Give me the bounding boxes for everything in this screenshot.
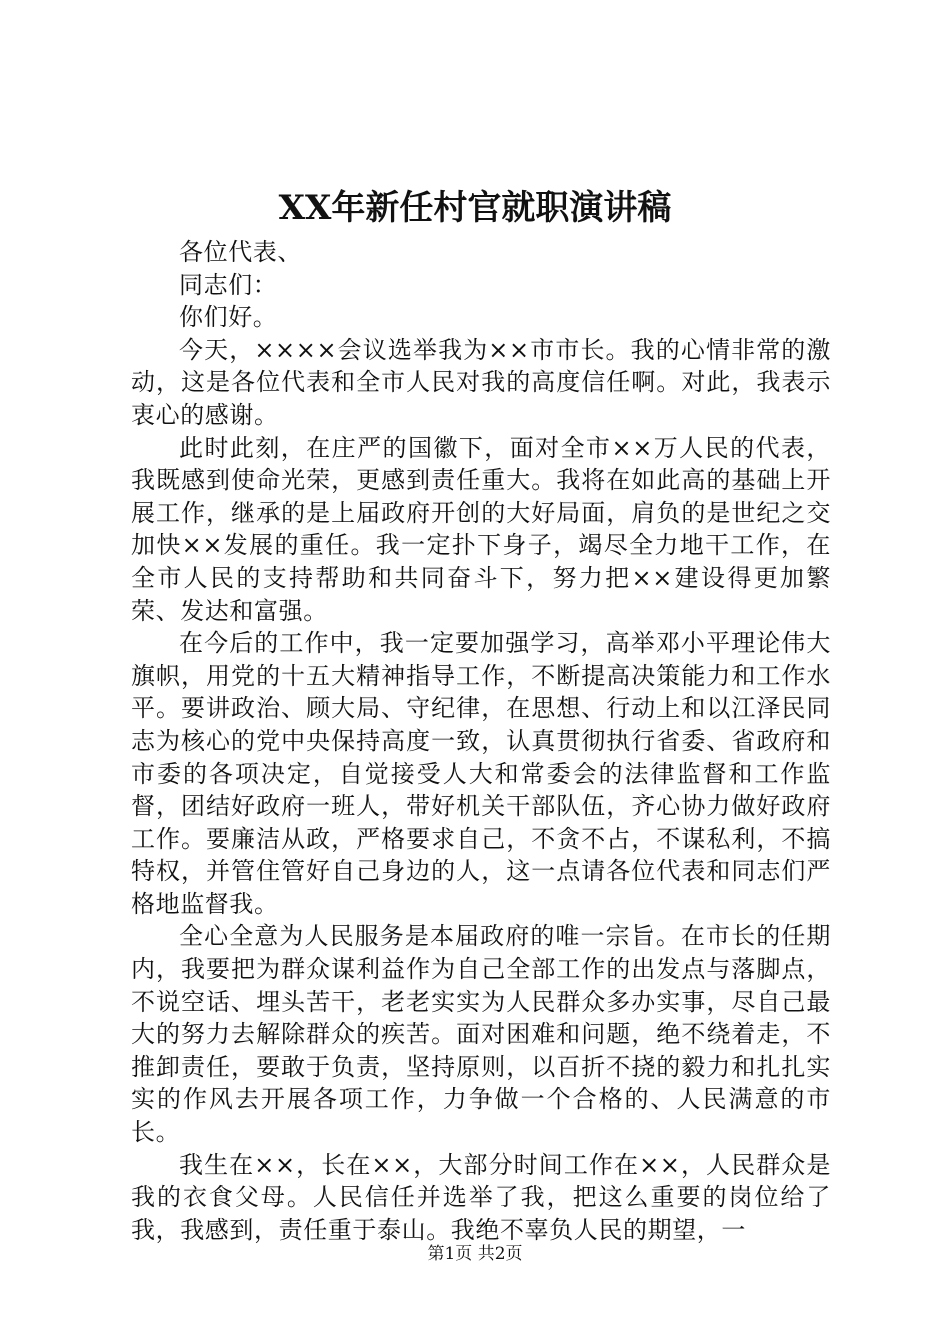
page-number-footer: 第1页 共2页 [427,1244,523,1264]
body-paragraph: 今天，××××会议选举我为××市市长。我的心情非常的激动，这是各位代表和全市人民对我的高度信任啊。对此，我表示衷心的感谢。 [131,335,831,429]
document-body [131,236,831,1246]
body-paragraph: 此时此刻，在庄严的国徽下，面对全市××万人民的代表，我既感到使命光荣，更感到责任重大。我将在如此高的基础上开展工作，继承的是上届政府开创的大好局面，肩负的是世纪之交加快××发展的重任。我一定扑下身子，竭尽全力地干工作，在全市人民的支持帮助和共同奋斗下，努力把××建设得更加繁荣、发达和富强。 [131,433,831,625]
greeting-line: 你们好。 [179,303,278,332]
salutation-line-1: 各位代表、 [179,238,302,266]
salutation-line-2: 同志们： [179,270,278,299]
body-paragraph: 我生在××，长在××，大部分时间工作在××，人民群众是我的衣食父母。人民信任并选举了我，把这么重要的岗位给了我，我感到，责任重于泰山。我绝不辜负人民的期望，一 [131,1150,831,1244]
body-paragraph: 在今后的工作中，我一定要加强学习，高举邓小平理论伟大旗帜，用党的十五大精神指导工作，不断提高决策能力和工作水平。要讲政治、顾大局、守纪律，在思想、行动上和以江泽民同志为核心的党中央保持高度一致，认真贯彻执行省委、省政府和市委的各项决定，自觉接受人大和常委会的法律监督和工作监督，团结好政府一班人，带好机关干部队伍，齐心协力做好政府工作。要廉洁从政，严格要求自己，不贪不占，不谋私利，不搞特权，并管住管好自己身边的人，这一点请各位代表和同志们严格地监督我。 [131,629,831,918]
body-paragraph: 全心全意为人民服务是本届政府的唯一宗旨。在市长的任期内，我要把为群众谋利益作为自己全部工作的出发点与落脚点，不说空话、埋头苦干，老老实实为人民群众多办实事，尽自己最大的努力去解除群众的疾苦。面对困难和问题，绝不绕着走，不推卸责任，要敢于负责，坚持原则，以百折不挠的毅力和扎扎实实的作风去开展各项工作，力争做一个合格的、人民满意的市长。 [131,922,831,1147]
document-title: XX年新任村官就职演讲稿 [278,188,672,228]
